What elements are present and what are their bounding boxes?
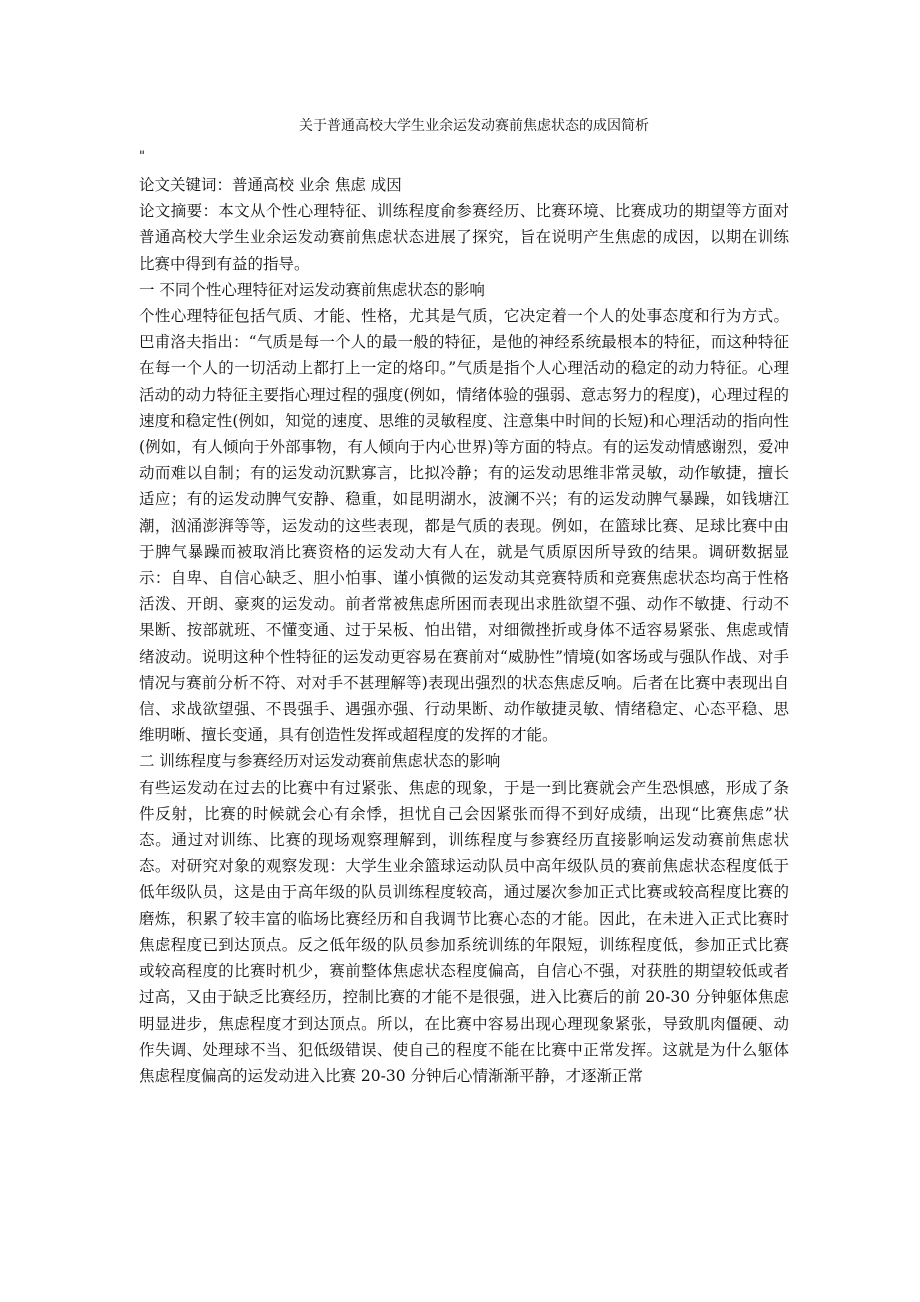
document-page (139, 116, 789, 1089)
document-title: 关于普通高校大学生业余运发动赛前焦虑状态的成因简析 (299, 118, 649, 134)
section-heading-2: 二 训练程度与参赛经历对运发动赛前焦虑状态的影响 (139, 752, 501, 771)
section-body-1: 个性心理特征包括气质、才能、性格，尤其是气质，它决定着一个人的处事态度和行为方式。巴甫洛夫指出：“气质是每一个人的最一般的特征，是他的神经系统最根本的特征，而这种特征在每一个人的一切活动上都打上一定的烙印。”气质是指个人心理活动的稳定的动力特征。心理活动的动力特征主要指心理过程的强度(例如，情绪体验的强弱、意志努力的程度)，心理过程的速度和稳定性(例如，知觉的速度、思维的灵敏程度、注意集中时间的长短)和心理活动的指向性(例如，有人倾向于外部事物，有人倾向于内心世界)等方面的特点。有的运发动情感谢烈，爱冲动而难以自制；有的运发动沉默寡言，比拟冷静；有的运发动思维非常灵敏，动作敏捷，擅长适应；有的运发动脾气安静、稳重，如昆明湖水，波澜不兴；有的运发动脾气暴躁，如钱塘江潮，汹涌澎湃等等，运发动的这些表现，都是气质的表现。例如，在篮球比赛、足球比赛中由于脾气暴躁而被取消比赛资格的运发动大有人在，就是气质原因所导致的结果。调研数据显示：自卑、自信心缺乏、胆小怕事、谨小慎微的运发动其竞赛特质和竞赛焦虑状态均高于性格活泼、开朗、豪爽的运发动。前者常被焦虑所困而表现出求胜欲望不强、动作不敏捷、行动不果断、按部就班、不懂变通、过于呆板、怕出错，对细微挫折或身体不适容易紧张、焦虑或情绪波动。说明这种个性特征的运发动更容易在赛前对“威胁性”情境(如客场或与强队作战、对手情况与赛前分析不符、对对手不甚理解等)表现出强烈的状态焦虑反响。后者在比赛中表现出自信、求战欲望强、不畏强手、遇强亦强、行动果断、动作敏捷灵敏、情绪稳定、心态平稳、思维明晰、擅长变通，具有创造性发挥或超程度的发挥的才能。 (139, 307, 789, 745)
section-body-2: 有些运发动在过去的比赛中有过紧张、焦虑的现象，于是一到比赛就会产生恐惧感，形成了条件反射，比赛的时候就会心有余悸，担忧自己会因紧张而得不到好成绩，出现“比赛焦虑”状态。通过对训练、比赛的现场观察理解到，训练程度与参赛经历直接影响运发动赛前焦虑状态。对研究对象的观察发现：大学生业余篮球运动队员中高年级队员的赛前焦虑状态程度低于低年级队员，这是由于高年级的队员训练程度较高，通过屡次参加正式比赛或较高程度比赛的磨炼，积累了较丰富的临场比赛经历和自我调节比赛心态的才能。因此，在未进入正式比赛时焦虑程度已到达顶点。反之低年级的队员参加系统训练的年限短，训练程度低，参加正式比赛或较高程度的比赛时机少，赛前整体焦虑状态程度偏高，自信心不强，对获胜的期望较低或者过高，又由于缺乏比赛经历，控制比赛的才能不是很强，进入比赛后的前 20-30 分钟躯体焦虑明显进步，焦虑程度才到达顶点。所以，在比赛中容易出现心理现象紧张，导致肌肉僵硬、动作失调、处理球不当、犯低级错误、使自己的程度不能在比赛中正常发挥。这就是为什么躯体焦虑程度偏高的运发动进入比赛 20-30 分钟后心情渐渐平静，才逐渐正常 (139, 778, 789, 1085)
abstract-paragraph: 论文摘要：本文从个性心理特征、训练程度俞参赛经历、比赛环境、比赛成功的期望等方面对普通高校大学生业余运发动赛前焦虑状态进展了探究，旨在说明产生焦虑的成因，以期在训练比赛中得到有益的指导。 (139, 202, 789, 273)
stray-quote-mark: " (139, 149, 145, 164)
section-heading-1: 一 不同个性心理特征对运发动赛前焦虑状态的影响 (139, 280, 485, 299)
keywords-line: 论文关键词：普通高校 业余 焦虑 成因 (139, 176, 402, 194)
